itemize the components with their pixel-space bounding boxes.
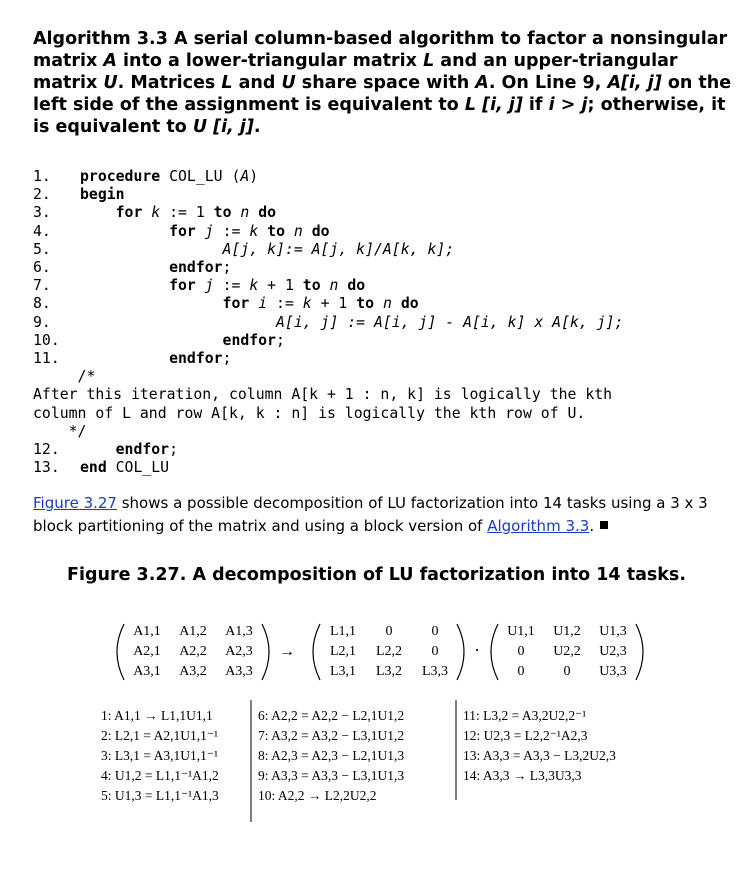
matrix-a-cell: A1,1 <box>133 624 161 639</box>
matrix-l-cell: L3,1 <box>329 664 357 679</box>
matrix-a-cell: A2,3 <box>225 644 253 659</box>
matrix-a-cell: A2,1 <box>133 644 161 659</box>
code-line-5: 5. A[j, k]:= A[j, k]/A[k, k]; <box>33 240 455 258</box>
comment-line-2: column of L and row A[k, k : n] is logically the kth row of U. <box>33 404 586 422</box>
code-line-9: 9. A[i, j] := A[i, j] - A[i, k] x A[k, j]; <box>33 313 624 331</box>
task-13: 13: A3,3 = A3,3 − L3,2U2,3 <box>463 748 616 763</box>
task-3: 3: L3,1 = A3,1U1,1⁻¹ <box>101 748 219 763</box>
code-line-11: 11. endfor; <box>33 350 232 368</box>
task-1: 1: A1,1 → L1,1U1,1 <box>101 708 213 723</box>
code-line-4: 4. for j := k to n do <box>33 222 330 240</box>
matrix-u-cell: U1,3 <box>599 624 627 639</box>
task-6: 6: A2,2 = A2,2 − L2,1U1,2 <box>258 708 405 723</box>
task-12: 12: U2,3 = L2,2⁻¹A2,3 <box>463 728 588 743</box>
matrix-l-cell: L3,2 <box>375 664 403 679</box>
code-line-10: 10. endfor; <box>33 331 285 349</box>
end-mark-icon <box>600 521 608 529</box>
task-2: 2: L2,1 = A2,1U1,1⁻¹ <box>101 728 219 743</box>
task-9: 9: A3,3 = A3,3 − L3,1U1,3 <box>258 768 405 783</box>
matrix-l-cell: 0 <box>385 624 393 639</box>
task-14: 14: A3,3 → L3,3U3,3 <box>463 768 582 783</box>
matrix-a-cell: A1,3 <box>225 624 253 639</box>
multiplication-dot: · <box>474 640 480 660</box>
matrix-a-cell: A1,2 <box>179 624 207 639</box>
code-line-3: 3. for k := 1 to n do <box>33 204 277 222</box>
code-line-12: 12. endfor; <box>33 441 179 459</box>
code-line-1: 1. procedure COL_LU (A) <box>33 168 259 185</box>
matrix-a-cell: A3,2 <box>179 664 207 679</box>
matrix-u-cell: U3,3 <box>599 664 627 679</box>
task-5: 5: U1,3 = L1,1⁻¹A1,3 <box>101 788 219 803</box>
matrix-u-cell: U2,3 <box>599 644 627 659</box>
code-line-13: 13. end COL_LU <box>33 459 170 477</box>
algorithm-code <box>33 168 623 477</box>
description-paragraph: Figure 3.27 shows a possible decomposition of LU factorization into 14 tasks using a 3 x 3 block partitioning of the matrix and using a block version of Algorithm 3.3. <box>33 494 708 535</box>
algorithm-link[interactable]: Algorithm 3.3 <box>487 517 590 535</box>
matrix-l-cell: 0 <box>431 644 439 659</box>
comment-close: */ <box>68 422 87 440</box>
figure-title: Figure 3.27. A decomposition of LU factorization into 14 tasks. <box>67 565 686 585</box>
matrix-l-cell: L3,3 <box>421 664 449 679</box>
matrix-a-left-paren <box>117 624 124 680</box>
code-line-6: 6. endfor; <box>33 259 232 277</box>
task-10: 10: A2,2 → L2,2U2,2 <box>258 788 377 803</box>
task-4: 4: U1,2 = L1,1⁻¹A1,2 <box>101 768 219 783</box>
decomposition-arrow: → <box>279 643 295 660</box>
matrix-l-right-paren <box>457 624 464 680</box>
matrix-l-left-paren <box>313 624 320 680</box>
matrix-u-cell: U2,2 <box>553 644 581 659</box>
matrix-u-cell: U1,2 <box>553 624 581 639</box>
matrix-a-cell: A3,1 <box>133 664 161 679</box>
matrix-a-cell: A3,3 <box>225 664 253 679</box>
code-line-7: 7. for j := k + 1 to n do <box>33 277 366 295</box>
matrix-a-right-paren <box>262 624 269 680</box>
task-11: 11: L3,2 = A3,2U2,2⁻¹ <box>463 708 587 723</box>
figure-link[interactable]: Figure 3.27 <box>33 494 117 512</box>
matrix-l-cell: L2,2 <box>375 644 403 659</box>
matrix-u-left-paren <box>491 624 498 680</box>
matrix-l-cell: 0 <box>431 624 439 639</box>
code-line-8: 8. for i := k + 1 to n do <box>33 295 419 313</box>
matrix-u-cell: U1,1 <box>507 624 535 639</box>
algorithm-caption: Algorithm 3.3 A serial column-based algorithm to factor a nonsingular matrix A into a lower-triangular matrix L and an upper-triangular matrix U. Matrices L and U share space with A. On Line 9, A[i, j] on the left side of the assignment is equivalent to L [i, j] if i > j; otherwise, it is equivalent to U [i, j]. <box>33 29 732 137</box>
lu-decomposition-figure <box>0 612 753 842</box>
matrix-u-cell: 0 <box>563 664 571 679</box>
matrix-u-right-paren <box>636 624 643 680</box>
task-7: 7: A3,2 = A3,2 − L3,1U1,2 <box>258 728 405 743</box>
matrix-l-cell: L2,1 <box>329 644 357 659</box>
matrix-u-cell: 0 <box>517 644 525 659</box>
matrix-l-cell: L1,1 <box>329 624 357 639</box>
comment-line-1: After this iteration, column A[k + 1 : n, k] is logically the kth <box>33 386 613 404</box>
task-8: 8: A2,3 = A2,3 − L2,1U1,3 <box>258 748 405 763</box>
matrix-u-cell: 0 <box>517 664 525 679</box>
matrix-a-cell: A2,2 <box>179 644 207 659</box>
comment-open: /* <box>77 368 96 386</box>
code-line-2: 2. begin <box>33 186 125 204</box>
